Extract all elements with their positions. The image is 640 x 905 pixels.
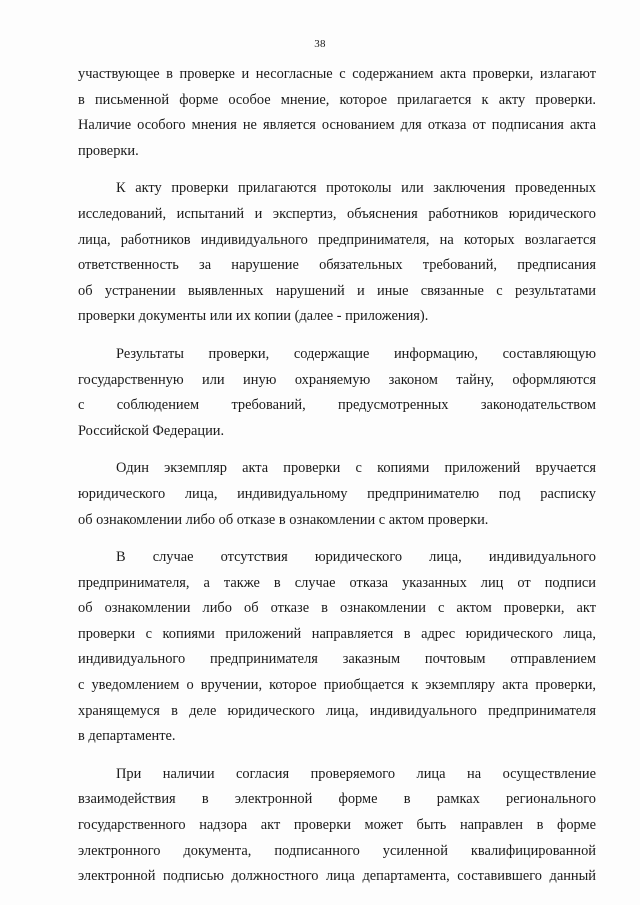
paragraph-5 xyxy=(78,545,596,750)
text-line: государственного надзора акт проверки может быть направлен в форме xyxy=(78,817,596,834)
text-line: Наличие особого мнения не является основанием для отказа от подписания акта xyxy=(78,117,596,134)
paragraph-gap xyxy=(78,533,596,545)
text-line: в письменной форме особое мнение, которое прилагается к акту проверки. xyxy=(78,91,596,108)
text-line: государственную или иную охраняемую законом тайну, оформляются xyxy=(78,371,596,388)
text-line: с соблюдением требований, предусмотренных законодательством xyxy=(78,397,596,414)
text-line: взаимодействия в электронной форме в рамках регионального xyxy=(78,791,596,808)
text-line: лица, работников индивидуального предпринимателя, на которых возлагается xyxy=(78,231,596,248)
text-line: В случае отсутствия юридического лица, индивидуального xyxy=(116,549,596,566)
text-line: проверки. xyxy=(78,142,139,159)
text-line: с уведомлением о вручении, которое приобщается к экземпляру акта проверки, xyxy=(78,677,596,694)
text-line: ответственность за нарушение обязательных требований, предписания xyxy=(78,257,596,274)
text-line: Один экземпляр акта проверки с копиями приложений вручается xyxy=(116,460,596,477)
text-line: индивидуального предпринимателя заказным почтовым отправлением xyxy=(78,651,596,668)
paragraph-4 xyxy=(78,456,596,533)
paragraph-gap xyxy=(78,330,596,342)
paragraph-gap xyxy=(78,164,596,176)
text-line: Российской Федерации. xyxy=(78,422,225,439)
text-line: об ознакомлении либо об отказе в ознакомлении с актом проверки. xyxy=(78,511,489,528)
text-line: об устранении выявленных нарушений и иные связанные с результатами xyxy=(78,282,596,299)
paragraph-1 xyxy=(78,62,596,164)
paragraph-gap xyxy=(78,750,596,762)
text-line: Результаты проверки, содержащие информацию, составляющую xyxy=(116,345,596,362)
text-line: исследований, испытаний и экспертиз, объяснения работников юридического xyxy=(78,205,596,222)
text-line: в департаменте. xyxy=(78,728,176,745)
text-line: участвующее в проверке и несогласные с содержанием акта проверки, излагают xyxy=(78,66,596,82)
paragraph-gap xyxy=(78,444,596,456)
document-body xyxy=(78,62,596,890)
text-line: При наличии согласия проверяемого лица на осуществление xyxy=(116,765,596,782)
text-line: об ознакомлении либо об отказе в ознакомлении с актом проверки, акт xyxy=(78,600,596,617)
text-line: проверки с копиями приложений направляется в адрес юридического лица, xyxy=(78,625,596,642)
text-line: электронного документа, подписанного усиленной квалифицированной xyxy=(78,842,596,859)
text-line: проверки документы или их копии (далее - приложения). xyxy=(78,308,429,325)
text-line: хранящемуся в деле юридического лица, индивидуального предпринимателя xyxy=(78,702,596,719)
text-line: К акту проверки прилагаются протоколы или заключения проведенных xyxy=(116,180,596,197)
paragraph-3 xyxy=(78,342,596,444)
paragraph-6 xyxy=(78,762,596,890)
text-line: предпринимателя, а также в случае отказа указанных лиц от подписи xyxy=(78,574,596,591)
text-line: юридического лица, индивидуальному предпринимателю под расписку xyxy=(78,485,596,502)
text-line: электронной подписью должностного лица департамента, составившего данный xyxy=(78,868,596,885)
paragraph-2 xyxy=(78,176,596,330)
page-number: 38 xyxy=(314,38,326,50)
